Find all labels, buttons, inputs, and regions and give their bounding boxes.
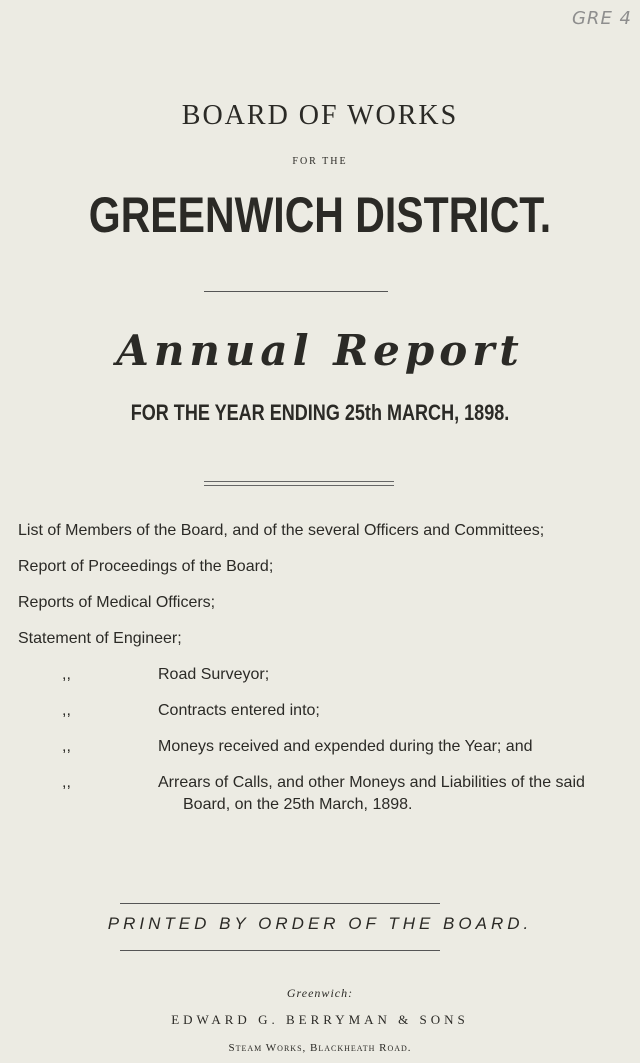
contents-item — [18, 556, 588, 578]
contents-list — [18, 520, 588, 830]
imprint-works: Steam Works, Blackheath Road. — [228, 1042, 412, 1054]
contents-item-text: Arrears of Calls, and other Moneys and Liabilities of the said Board, on the 25th March, 1898. — [158, 774, 585, 813]
imprint-place: Greenwich: — [286, 986, 354, 1000]
imprint-printer: EDWARD G. BERRYMAN & SONS — [171, 1012, 469, 1027]
contents-item-text: Reports of Medical Officers; — [18, 594, 216, 611]
ditto-mark: ,, — [62, 702, 71, 719]
contents-subitem — [18, 700, 588, 722]
for-the-line: FOR THE — [292, 156, 348, 167]
divider-printed-bottom — [120, 950, 440, 951]
contents-item-text: List of Members of the Board, and of the several Officers and Committees; — [18, 522, 545, 539]
contents-item-text: Contracts entered into; — [158, 702, 320, 719]
archive-annotation: GRE 4 — [571, 8, 632, 29]
ditto-mark: ,, — [62, 774, 71, 791]
contents-item-text: Road Surveyor; — [158, 666, 270, 683]
contents-item-text: Statement of Engineer; — [18, 630, 182, 647]
board-heading: BOARD OF WORKS — [181, 100, 459, 131]
divider-middle — [204, 481, 394, 486]
district-title: GREENWICH DISTRICT. — [88, 187, 552, 243]
report-title: Annual Report — [116, 326, 524, 375]
ditto-mark: ,, — [62, 738, 71, 755]
contents-subitem — [18, 736, 588, 758]
contents-item — [18, 628, 588, 650]
divider-top — [204, 291, 388, 292]
printed-by-order: PRINTED BY ORDER OF THE BOARD. — [107, 914, 533, 933]
contents-item-text: Moneys received and expended during the Year; and — [158, 738, 533, 755]
contents-item — [18, 592, 588, 614]
contents-subitem — [18, 664, 588, 686]
divider-printed-top — [120, 903, 440, 904]
contents-subitem — [18, 772, 588, 816]
contents-item-text: Report of Proceedings of the Board; — [18, 558, 274, 575]
contents-item — [18, 520, 588, 542]
ditto-mark: ,, — [62, 666, 71, 683]
year-line: FOR THE YEAR ENDING 25th MARCH, 1898. — [130, 400, 510, 425]
